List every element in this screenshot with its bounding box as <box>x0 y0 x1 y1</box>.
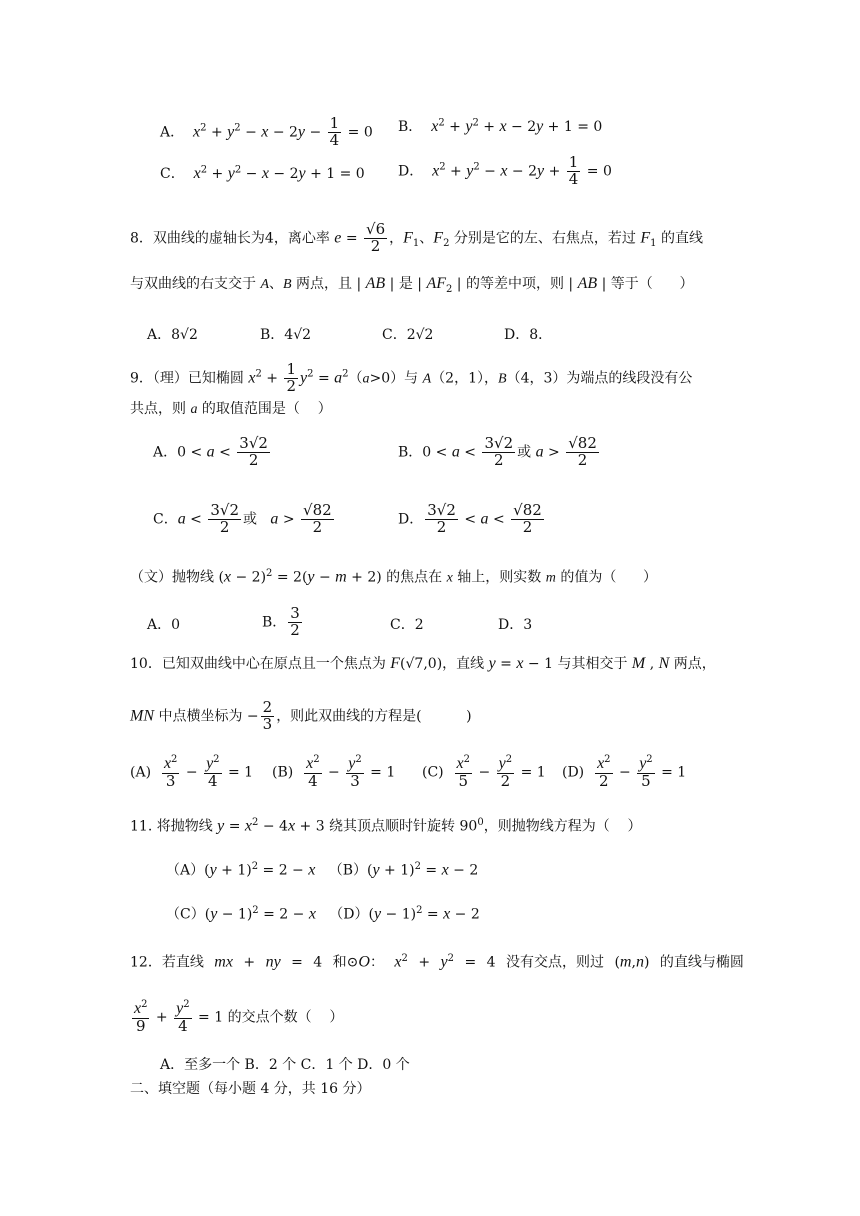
q12-line2: $\frac{x^2}{9}$ + $\frac{y^2}{4}$ = 1 的交点个数（ ） <box>134 999 344 1035</box>
q11-options-ab: $(A)(y + 1)^2 = 2 - x$ $(B)(y + 1)^2 = x - 2$ <box>166 861 479 879</box>
q10-option-d: (D) $\frac{x^2}{2}$ − $\frac{y^2}{5}$ = 1 <box>562 754 687 790</box>
q9-option-b: B．0 < a < $\frac{3√2}{2}$ 或 a > $\frac{√82}{2}$ <box>398 434 597 469</box>
q10-line2: MN 中点横坐标为 − $\frac{2}{3}$ ，则此双曲线的方程是( ) <box>130 698 472 733</box>
q12-options: A．至多一个 B．2 个 C．1 个 D．0 个 <box>160 1057 410 1073</box>
q9-option-c: C．a < $\frac{3√2}{2}$ 或 a > $\frac{√82}{2}$ <box>153 501 332 536</box>
q10-option-c: (C) $\frac{x^2}{5}$ − $\frac{y^2}{2}$ = 1 <box>422 754 546 790</box>
q11-options-cd: $(C)(y - 1)^2 = 2 - x$ $(D)(y - 1)^2 = x - 2$ <box>166 905 480 923</box>
q7-option-c: C． $x^2 + y^2 - x - 2y + 1 = 0$ <box>160 164 365 182</box>
q7-option-a: A． $x^2 + y^2 - x - 2y$ − $\frac{1}{4}$ = 0 <box>160 114 373 149</box>
q12-line1: 12．若直线 mx + ny = 4 和⊙O： $x^2 + y^2 = 4$ 没有交点，则过 (m,n) 的直线与椭圆 <box>130 953 744 971</box>
q9-wen-option-d: D．3 <box>498 617 533 633</box>
q9-wen-option-a: A．0 <box>147 617 181 633</box>
q11-line1: 11. 将抛物线 $y = x^2 - 4x + 3$ 绕其顶点顺时针旋转 $90^0$，则抛物线方程为（ ） <box>130 817 642 835</box>
q8-option-d: D．8． <box>504 327 553 343</box>
q8-line1: 8．双曲线的虚轴长为4，离心率 e = $\frac{√6}{2}$ ，$F_1$、$F_2$ 分别是它的左、右焦点，若过 $F_1$ 的直线 <box>130 220 703 255</box>
q9-line2: 共点，则 a 的取值范围是（ ） <box>130 401 332 417</box>
section-2-heading: 二、填空题（每小题 4 分，共 16 分） <box>130 1081 371 1097</box>
q7-option-d: D． $x^2 + y^2 - x - 2y$ + $\frac{1}{4}$ = 0 <box>398 153 612 188</box>
q7-option-b: B． $x^2 + y^2 + x - 2y + 1 = 0$ <box>398 117 603 135</box>
q10-line1: 10．已知双曲线中心在原点且一个焦点为 F(√7,0)，直线 y = x − 1 与其相交于 M , N 两点， <box>130 655 716 672</box>
q9-wen: （文）抛物线 $(x - 2)^2 = 2(y - m + 2)$ 的焦点在 x 轴上，则实数 m 的值为（ ） <box>130 568 658 586</box>
q8-option-c: C．2√2 <box>382 327 434 343</box>
q10-option-a: (A) $\frac{x^2}{3}$ − $\frac{y^2}{4}$ = 1 <box>130 754 254 790</box>
q8-option-b: B．4√2 <box>260 327 312 343</box>
q9-wen-option-b: B． $\frac{3}{2}$ <box>262 604 300 639</box>
q8-line2: 与双曲线的右支交于 A、B 两点，且 | AB | 是 | $AF_2$ | 的等差中项，则 | AB | 等于（ ） <box>130 275 694 295</box>
q9-option-d: D． $\frac{3√2}{2}$ < a < $\frac{√82}{2}$ <box>398 501 542 536</box>
q9-option-a: A．0 < a < $\frac{3√2}{2}$ <box>153 434 268 469</box>
q8-option-a: A．8√2 <box>147 327 198 343</box>
q10-option-b: (B) $\frac{x^2}{4}$ − $\frac{y^2}{3}$ = 1 <box>272 754 396 790</box>
q9-wen-option-c: C．2 <box>390 617 424 633</box>
q9-line1: 9．（理）已知椭圆 $x^2$ + $\frac{1}{2}$ $y^2 = a^2(a>0)$与 A（2，1），B（4，3）为端点的线段没有公 <box>130 360 693 395</box>
